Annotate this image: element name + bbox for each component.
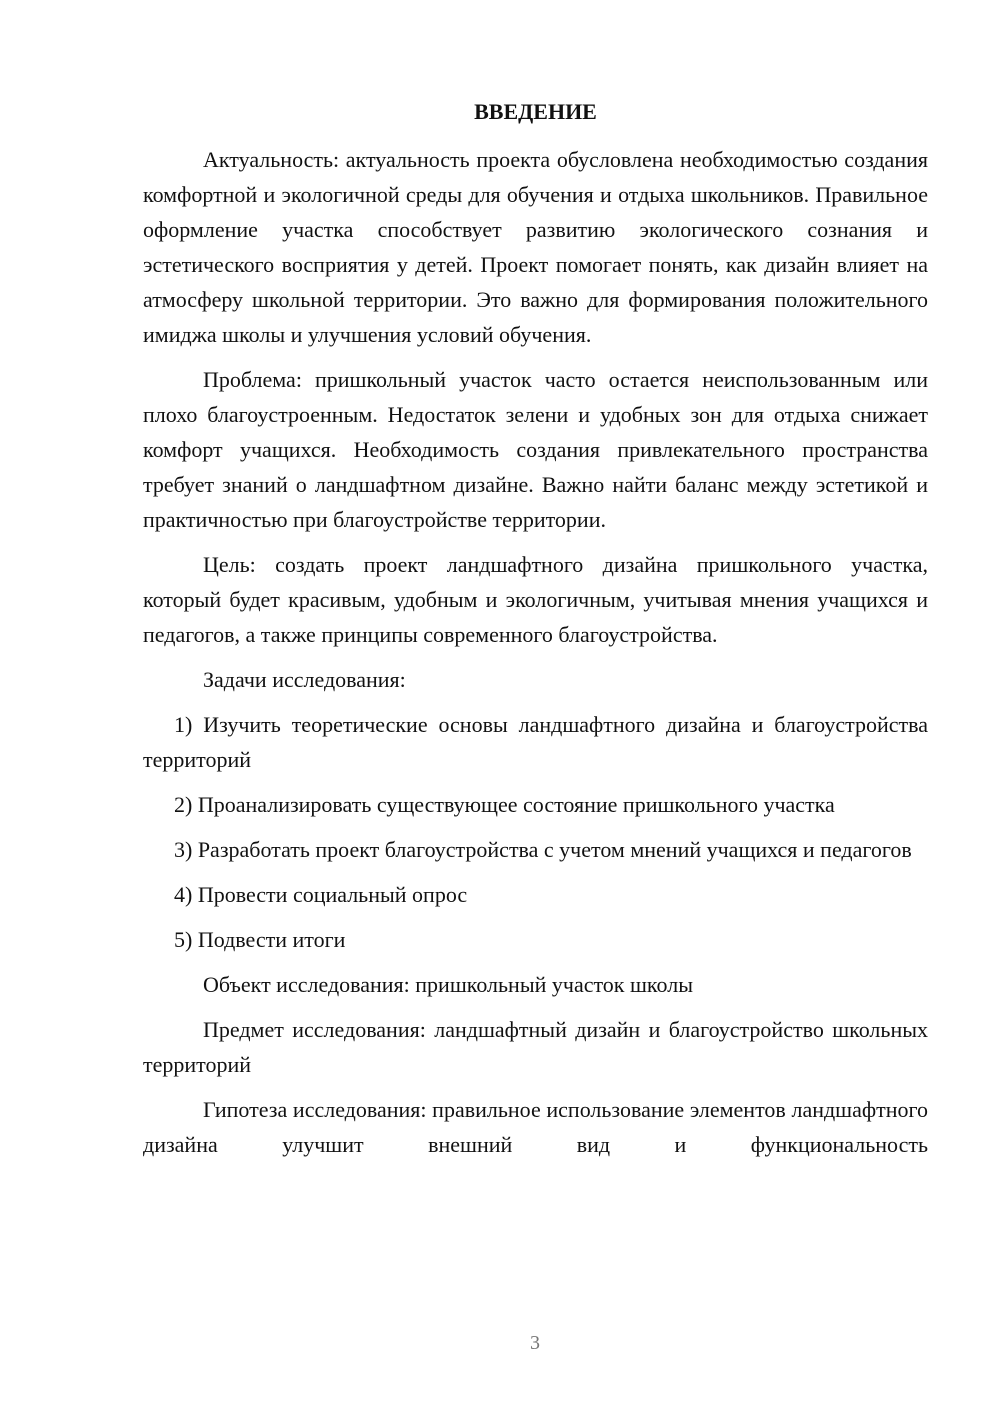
section-title: ВВЕДЕНИЕ xyxy=(474,99,597,124)
task-item-5: 5) Подвести итоги xyxy=(174,927,346,952)
paragraph-hypothesis: Гипотеза исследования: правильное использование элементов ландшафтного дизайна улучшит внешний вид и функциональность xyxy=(143,1097,928,1157)
task-item-1: 1) Изучить теоретические основы ландшафтного дизайна и благоустройства территорий xyxy=(143,712,928,772)
paragraph-goal: Цель: создать проект ландшафтного дизайна пришкольного участка, который будет красивым, удобным и экологичным, учитывая мнения учащихся и педагогов, а также принципы современного благоустройства. xyxy=(143,552,928,647)
document-body xyxy=(143,94,928,1162)
task-item-2: 2) Проанализировать существующее состояние пришкольного участка xyxy=(174,792,835,817)
task-item-3: 3) Разработать проект благоустройства с учетом мнений учащихся и педагогов xyxy=(174,837,912,862)
task-item-4: 4) Провести социальный опрос xyxy=(174,882,468,907)
paragraph-subject: Предмет исследования: ландшафтный дизайн и благоустройство школьных территорий xyxy=(143,1017,928,1077)
paragraph-relevance: Актуальность: актуальность проекта обусловлена необходимостью создания комфортной и экологичной среды для обучения и отдыха школьников. Правильное оформление участка способствует развитию экологического сознания и эстетического восприятия у детей. Проект помогает понять, как дизайн влияет на атмосферу школьной территории. Это важно для формирования положительного имиджа школы и улучшения условий обучения. xyxy=(143,147,928,347)
paragraph-problem: Проблема: пришкольный участок часто остается неиспользованным или плохо благоустроенным. Недостаток зелени и удобных зон для отдыха снижает комфорт учащихся. Необходимость создания привлекательного пространства требует знаний о ландшафтном дизайне. Важно найти баланс между эстетикой и практичностью при благоустройстве территории. xyxy=(143,367,928,532)
page-number: 3 xyxy=(530,1332,540,1354)
paragraph-tasks-heading: Задачи исследования: xyxy=(203,667,406,692)
paragraph-object: Объект исследования: пришкольный участок школы xyxy=(203,972,693,997)
